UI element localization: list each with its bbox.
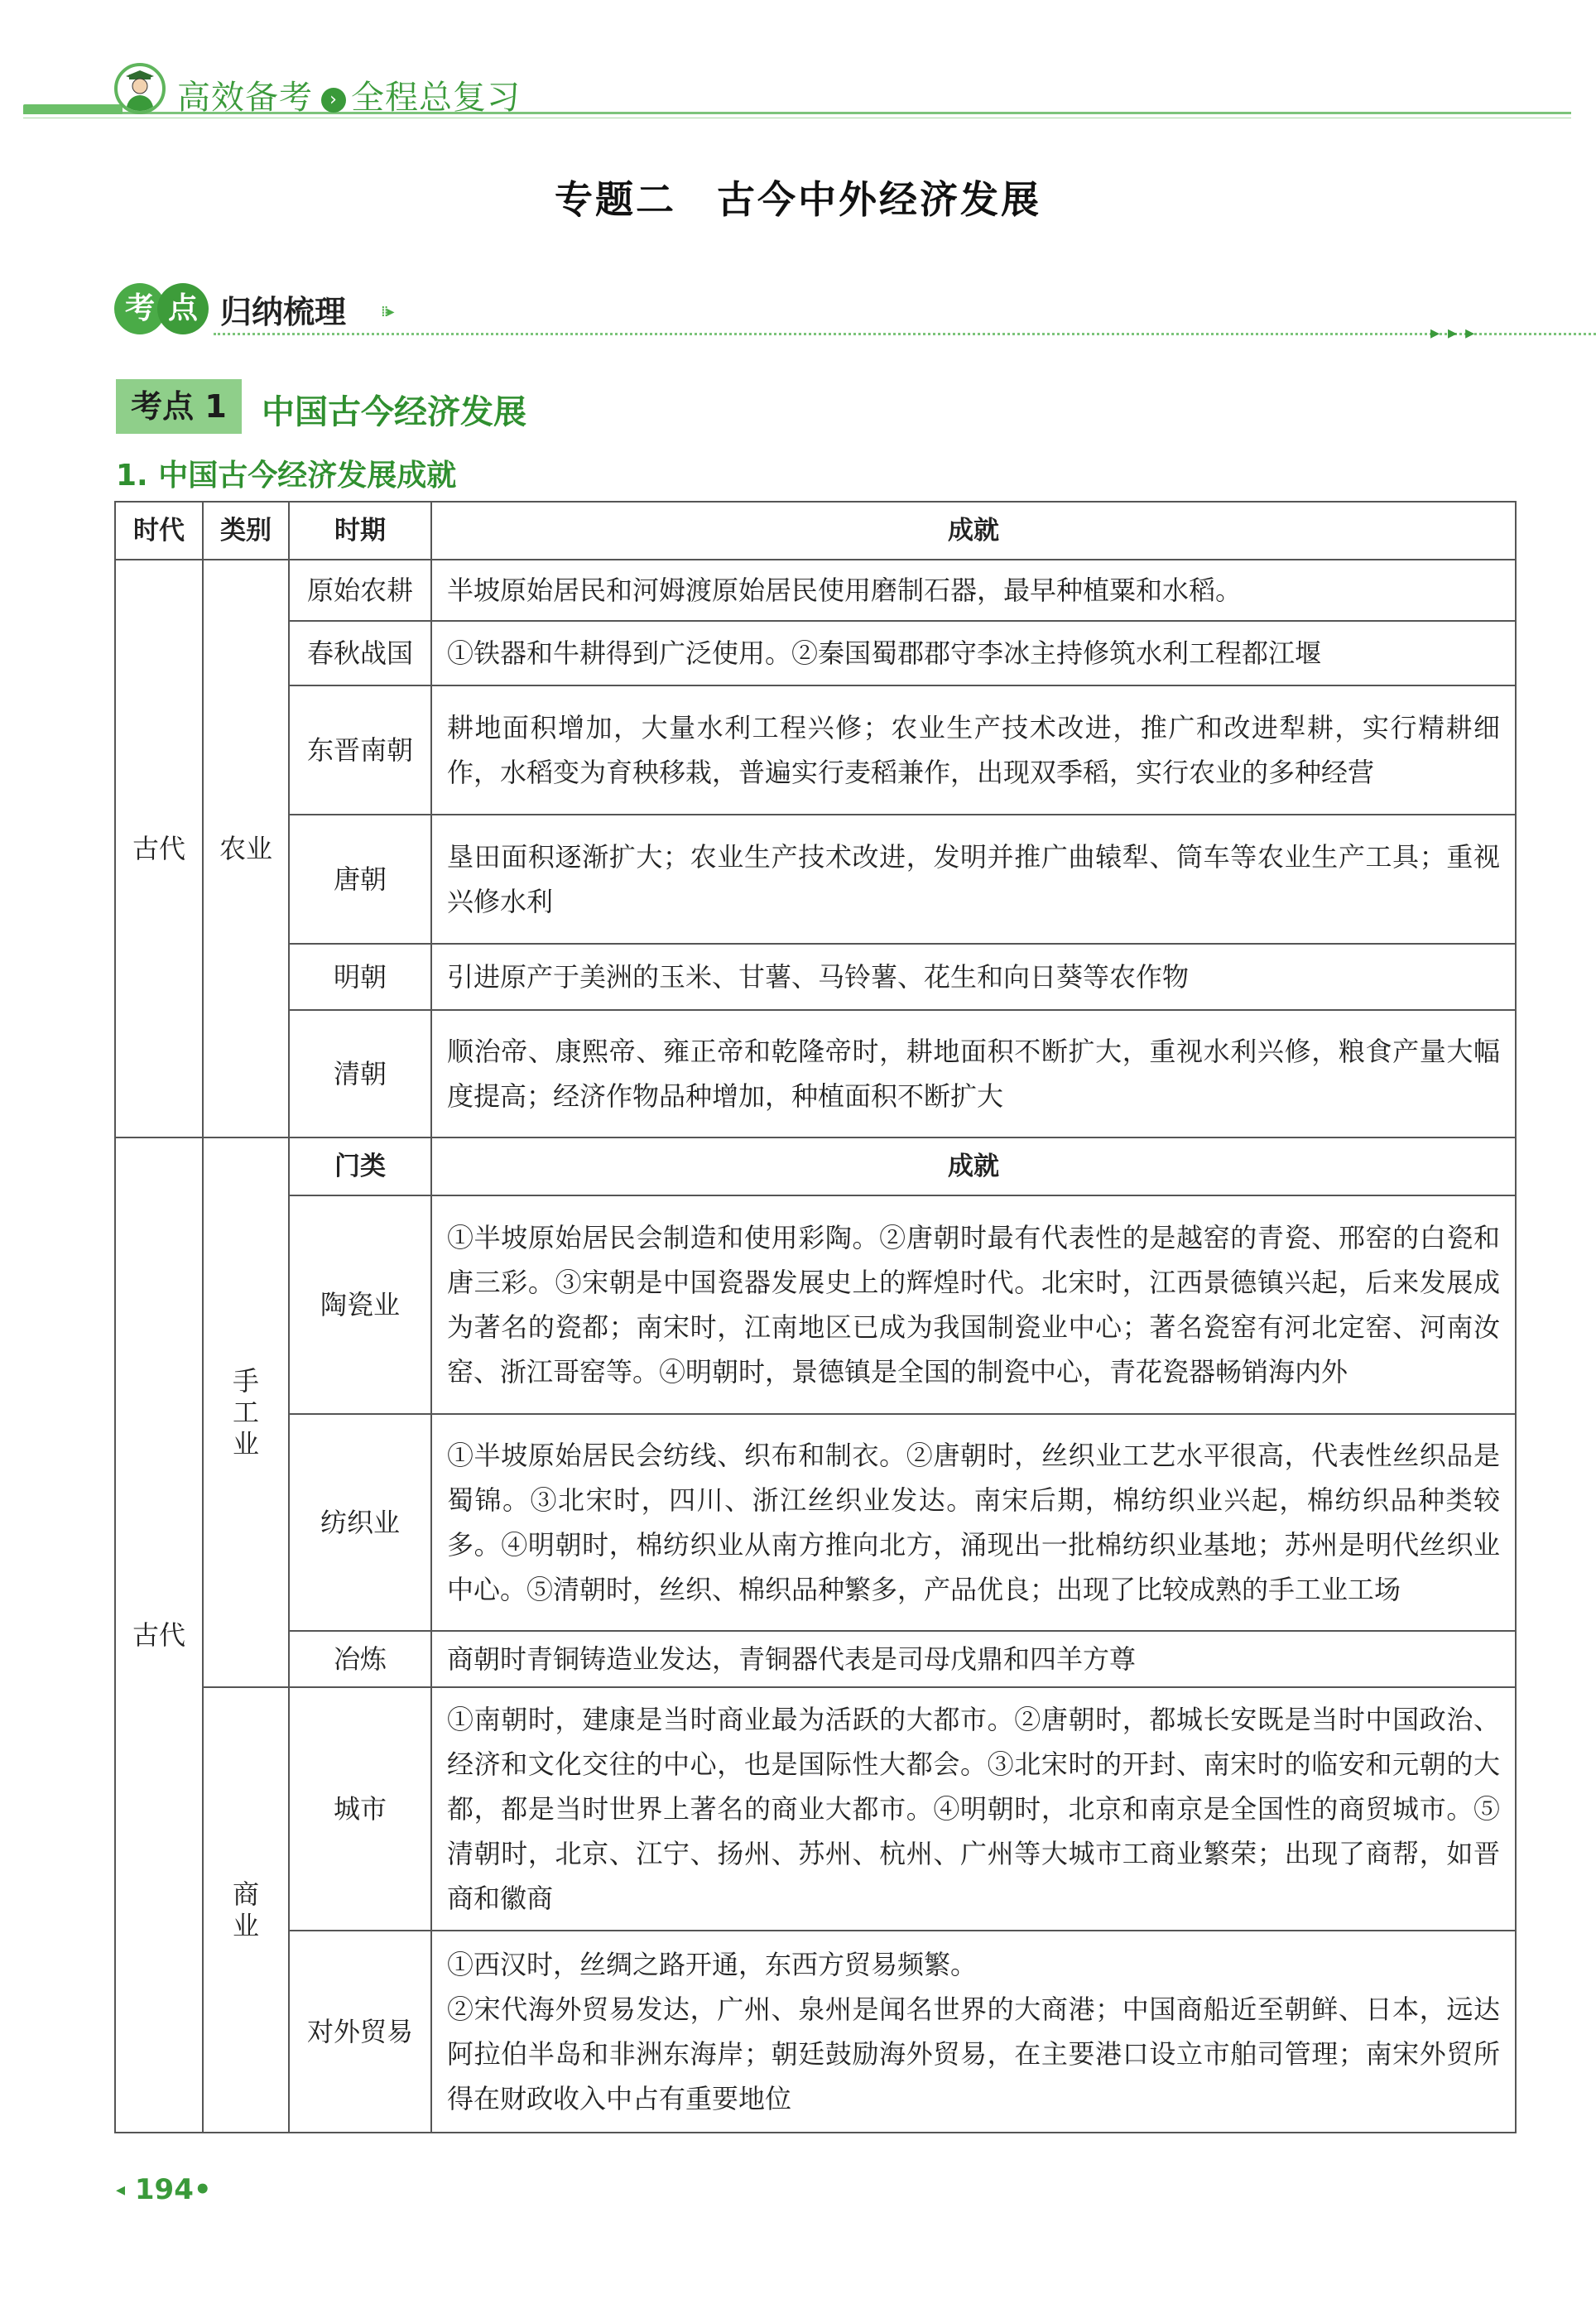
period-cell: 春秋战国 [289,621,431,685]
period-cell: 纺织业 [289,1414,431,1631]
header-title [177,71,521,118]
achievement-cell: 引进原产于美洲的玉米、甘薯、马铃薯、花生和向日葵等农作物 [431,944,1516,1010]
achievement-line-1: ①西汉时，丝绸之路开通，东西方贸易频繁。 [447,1949,978,1980]
achievements-table [114,501,1517,2133]
category-cell: 农业 [203,560,289,1137]
table-row [115,1195,1516,1414]
achievement-cell: 商朝时青铜铸造业发达，青铜器代表是司母戊鼎和四羊方尊 [431,1631,1516,1687]
graduate-avatar-icon [114,63,166,114]
category-cell [203,1687,289,2133]
section-badge-kao: 考 [114,283,166,334]
table-row [115,815,1516,944]
table-row [115,621,1516,685]
header-series: 全程总复习 [351,79,521,117]
subtitle: 1. 中国古今经济发展成就 [116,459,457,493]
circle-arrow-icon: › [321,88,346,113]
kaodian-tag: 考点 1 [116,379,242,434]
period-cell: 对外贸易 [289,1931,431,2133]
kaodian-title: 中国古今经济发展 [262,393,526,431]
section-badge-dian: 点 [157,283,209,334]
achievement-cell: 垦田面积逐渐扩大；农业生产技术改进，发明并推广曲辕犁、筒车等农业生产工具；重视兴修水利 [431,815,1516,944]
period-cell: 东晋南朝 [289,685,431,815]
achievement-cell: ①南朝时，建康是当时商业最为活跃的大都市。②唐朝时，都城长安既是当时中国政治、经济和文化交往的中心，也是国际性大都会。③北宋时的开封、南宋时的临安和元朝的大都，都是当时世界上著名的商业大都市。④明朝时，北京和南京是全国性的商贸城市。⑤清朝时，北京、江宁、扬州、苏州、杭州、广州等大城市工商业繁荣；出现了商帮，如晋商和徽商 [431,1687,1516,1931]
achievement-cell: ①铁器和牛耕得到广泛使用。②秦国蜀郡郡守李冰主持修筑水利工程都江堰 [431,621,1516,685]
table-row [115,560,1516,621]
subheader-type: 门类 [289,1137,431,1195]
period-cell: 城市 [289,1687,431,1931]
period-cell: 唐朝 [289,815,431,944]
header-accent-bar [23,104,123,114]
table-row [115,1687,1516,1931]
achievement-cell: ①半坡原始居民会纺线、织布和制衣。②唐朝时，丝织业工艺水平很高，代表性丝织品是蜀锦。③北宋时，四川、浙江丝织业发达。南宋后期，棉纺织业兴起，棉纺织品种类较多。④明朝时，棉纺织业从南方推向北方，涌现出一批棉纺织业基地；苏州是明代丝织业中心。⑤清朝时，丝织、棉织品种繁多，产品优良；出现了比较成熟的手工业工场 [431,1414,1516,1631]
left-triangle-icon: ◂ [116,2180,126,2200]
table-row [115,1010,1516,1137]
category-cell [203,1137,289,1687]
period-cell: 原始农耕 [289,560,431,621]
period-cell: 明朝 [289,944,431,1010]
achievement-cell: ①半坡原始居民会制造和使用彩陶。②唐朝时最有代表性的是越窑的青瓷、邢窑的白瓷和唐三彩。③宋朝是中国瓷器发展史上的辉煌时代。北宋时，江西景德镇兴起，后来发展成为著名的瓷都；南宋时，江南地区已成为我国制瓷业中心；著名瓷窑有河北定窑、河南汝窑、浙江哥窑等。④明朝时，景德镇是全国的制瓷中心，青花瓷器畅销海内外 [431,1195,1516,1414]
header-period: 时期 [289,502,431,560]
section-label: 归纳梳理 [220,294,347,330]
table-row [115,1414,1516,1631]
table-row [115,685,1516,815]
achievement-cell [431,1931,1516,2133]
achievement-line-2: ②宋代海外贸易发达，广州、泉州是闻名世界的大商港；中国商船近至朝鲜、日本，远达阿拉伯半岛和非洲东海岸；朝廷鼓励海外贸易，在主要港口设立市舶司管理；南宋外贸所得在财政收入中占有重要地位 [447,1994,1500,2114]
arrows-icon: ▸▸▸ [1430,323,1483,344]
dots-icon: ⁞⁞▸ [381,303,393,320]
achievement-cell: 顺治帝、康熙帝、雍正帝和乾隆帝时，耕地面积不断扩大，重视水利兴修，粮食产量大幅度提高；经济作物品种增加，种植面积不断扩大 [431,1010,1516,1137]
achievement-cell: 半坡原始居民和河姆渡原始居民使用磨制石器，最早种植粟和水稻。 [431,560,1516,621]
table-row [115,944,1516,1010]
page-header [23,56,1571,131]
page-title: 专题二 古今中外经济发展 [555,177,1041,222]
period-cell: 陶瓷业 [289,1195,431,1414]
header-book: 高效备考 [177,79,313,117]
table-row [115,1931,1516,2133]
category-commerce-label: 商业 [232,1878,259,1941]
period-cell: 冶炼 [289,1631,431,1687]
achievement-cell: 耕地面积增加，大量水利工程兴修；农业生产技术改进，推广和改进犁耕，实行精耕细作，水稻变为育秧移栽，普遍实行麦稻兼作，出现双季稻，实行农业的多种经营 [431,685,1516,815]
period-cell: 清朝 [289,1010,431,1137]
table-subheader-row [115,1137,1516,1195]
dot-icon: • [193,2173,212,2206]
era-cell: 古代 [115,1137,203,2133]
header-era: 时代 [115,502,203,560]
subheader-achievement: 成就 [431,1137,1516,1195]
page-number [116,2173,212,2206]
section-dotted-rule [214,333,1596,335]
category-craft-label: 手工业 [232,1365,259,1460]
page-number-value: 194 [134,2173,194,2206]
table-row [115,1631,1516,1687]
header-category: 类别 [203,502,289,560]
table-header-row [115,502,1516,560]
section-header [114,281,1521,344]
header-achievement: 成就 [431,502,1516,560]
era-cell: 古代 [115,560,203,1137]
